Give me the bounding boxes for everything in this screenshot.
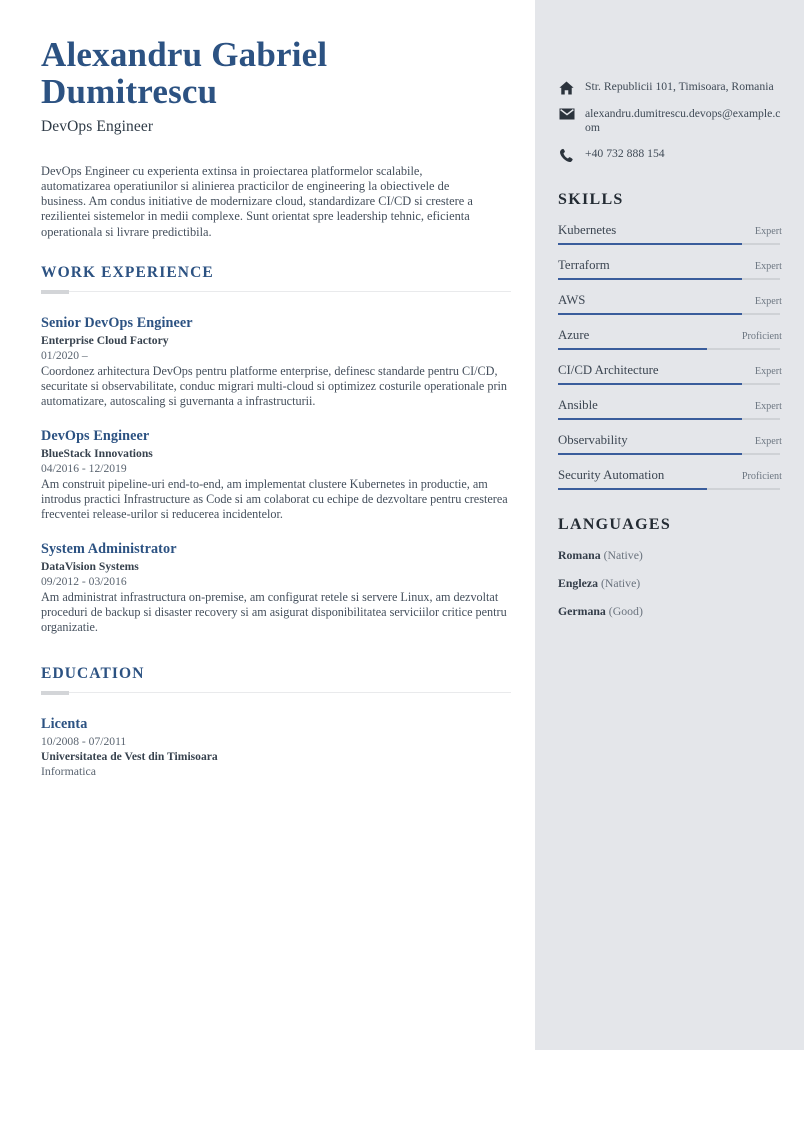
professional-summary: DevOps Engineer cu experienta extinsa in proiectarea platformelor scalabile, automatizarea operatiunilor si alinierea practicilor de engineering la obiectivele de business. Am condus initiative de modernizare cloud, standardizare CI/CD si crestere a rezilientei sistemelor in medii complexe. Sunt orientat spre leadership tehnic, eficienta operationala si livrare predictibila. bbox=[41, 163, 473, 239]
work-entry-company: Enterprise Cloud Factory bbox=[41, 333, 169, 347]
work-experience-heading: WORK EXPERIENCE bbox=[41, 263, 214, 281]
work-entry-role: Senior DevOps Engineer bbox=[41, 314, 193, 331]
skill-item bbox=[558, 293, 782, 315]
education-entry-institution: Universitatea de Vest din Timisoara bbox=[41, 749, 218, 763]
skill-item bbox=[558, 468, 782, 490]
education-entry-field: Informatica bbox=[41, 763, 97, 778]
skill-bar-track bbox=[558, 243, 780, 245]
skill-item bbox=[558, 223, 782, 245]
education-entry-degree: Licenta bbox=[41, 715, 88, 732]
work-experience-section bbox=[41, 264, 511, 635]
skill-bar-track bbox=[558, 488, 780, 490]
work-entry-dates: 04/2016 - 12/2019 bbox=[41, 461, 127, 475]
candidate-first-name: Alexandru Gabriel bbox=[41, 35, 328, 74]
contact-address-row bbox=[558, 80, 782, 95]
skill-bar-fill bbox=[558, 488, 707, 490]
skill-bar-track bbox=[558, 453, 780, 455]
candidate-name bbox=[41, 37, 511, 111]
contact-email-row bbox=[558, 107, 782, 135]
language-item bbox=[558, 604, 782, 619]
skill-bar-fill bbox=[558, 418, 742, 420]
language-item bbox=[558, 576, 782, 591]
skill-item bbox=[558, 433, 782, 455]
skills-list bbox=[558, 223, 782, 490]
skill-bar-track bbox=[558, 418, 780, 420]
work-entry bbox=[41, 428, 511, 522]
skill-level: Proficient bbox=[741, 331, 782, 342]
languages-heading: LANGUAGES bbox=[558, 516, 672, 533]
languages-list bbox=[558, 548, 782, 619]
skill-name: Security Automation bbox=[558, 468, 665, 482]
skill-name: Kubernetes bbox=[558, 223, 617, 237]
skill-level: Expert bbox=[754, 436, 782, 447]
skill-name: Observability bbox=[558, 433, 628, 447]
skill-bar-track bbox=[558, 278, 780, 280]
phone-icon bbox=[558, 148, 575, 163]
skill-bar-track bbox=[558, 348, 780, 350]
skill-name: Azure bbox=[558, 328, 590, 342]
skill-level: Expert bbox=[754, 296, 782, 307]
education-heading: EDUCATION bbox=[41, 664, 145, 682]
skill-level: Expert bbox=[754, 401, 782, 412]
skill-bar-fill bbox=[558, 313, 742, 315]
work-entry-company: DataVision Systems bbox=[41, 559, 139, 573]
skill-item bbox=[558, 363, 782, 385]
work-entry bbox=[41, 541, 511, 635]
language-level: (Native) bbox=[600, 576, 641, 590]
skill-item bbox=[558, 258, 782, 280]
skill-bar-track bbox=[558, 313, 780, 315]
skills-heading: SKILLS bbox=[558, 191, 624, 208]
skill-item bbox=[558, 328, 782, 350]
sidebar-column bbox=[558, 0, 782, 632]
languages-section bbox=[558, 516, 782, 619]
candidate-job-title: DevOps Engineer bbox=[41, 117, 154, 135]
skill-item bbox=[558, 398, 782, 420]
skill-bar-track bbox=[558, 383, 780, 385]
education-section bbox=[41, 665, 511, 779]
skill-bar-fill bbox=[558, 243, 742, 245]
work-entry-role: System Administrator bbox=[41, 540, 177, 557]
skill-level: Expert bbox=[754, 226, 782, 237]
skill-name: Ansible bbox=[558, 398, 598, 412]
skill-level: Expert bbox=[754, 261, 782, 272]
work-entry-dates: 01/2020 – bbox=[41, 348, 88, 362]
skill-level: Expert bbox=[754, 366, 782, 377]
language-item bbox=[558, 548, 782, 563]
contact-list bbox=[558, 80, 782, 163]
skill-bar-fill bbox=[558, 278, 742, 280]
section-divider bbox=[41, 290, 511, 296]
language-name: Germana bbox=[558, 604, 606, 618]
language-level: (Native) bbox=[603, 548, 643, 562]
education-entry bbox=[41, 716, 511, 779]
contact-phone: +40 732 888 154 bbox=[585, 147, 665, 160]
skill-name: CI/CD Architecture bbox=[558, 363, 659, 377]
section-divider bbox=[41, 691, 511, 697]
work-entry-role: DevOps Engineer bbox=[41, 427, 150, 444]
skills-section bbox=[558, 191, 782, 490]
work-entry-company: BlueStack Innovations bbox=[41, 446, 153, 460]
contact-phone-row bbox=[558, 147, 782, 163]
work-entry bbox=[41, 315, 511, 409]
work-entry-description: Am administrat infrastructura on-premise, am configurat retele si servere Linux, am dezvoltat proceduri de backup si disaster recovery si am asigurat disponibilitatea serviciilor critice pentru organizatie. bbox=[41, 589, 507, 634]
language-name: Engleza bbox=[558, 576, 598, 590]
work-entry-description: Am construit pipeline-uri end-to-end, am implementat clustere Kubernetes in productie, am introdus practici Infrastructure as Code si am colaborat cu echipe de dezvoltare pentru cresterea frecventei release-urilor si reducerea incidentelor. bbox=[41, 476, 508, 521]
main-column bbox=[41, 0, 511, 779]
contact-address: Str. Republicii 101, Timisoara, Romania bbox=[585, 80, 774, 93]
skill-level: Proficient bbox=[741, 471, 782, 482]
skill-bar-fill bbox=[558, 383, 742, 385]
language-level: (Good) bbox=[608, 604, 643, 618]
language-name: Romana bbox=[558, 548, 601, 562]
skill-name: AWS bbox=[558, 293, 586, 307]
candidate-last-name: Dumitrescu bbox=[41, 71, 218, 111]
education-entry-dates: 10/2008 - 07/2011 bbox=[41, 734, 127, 748]
work-entry-dates: 09/2012 - 03/2016 bbox=[41, 574, 127, 588]
skill-name: Terraform bbox=[558, 258, 610, 272]
work-entry-description: Coordonez arhitectura DevOps pentru platforme enterprise, definesc standarde pentru CI/CD, securitate si observabilitate, conduc migrari multi-cloud si optimizez costurile operationale prin automatizare, autoscaling si guvernanta a infrastructurii. bbox=[41, 363, 508, 408]
home-icon bbox=[558, 81, 575, 95]
skill-bar-fill bbox=[558, 453, 742, 455]
skill-bar-fill bbox=[558, 348, 707, 350]
contact-email: alexandru.dumitrescu.devops@example.com bbox=[585, 107, 781, 134]
envelope-icon bbox=[558, 108, 575, 120]
